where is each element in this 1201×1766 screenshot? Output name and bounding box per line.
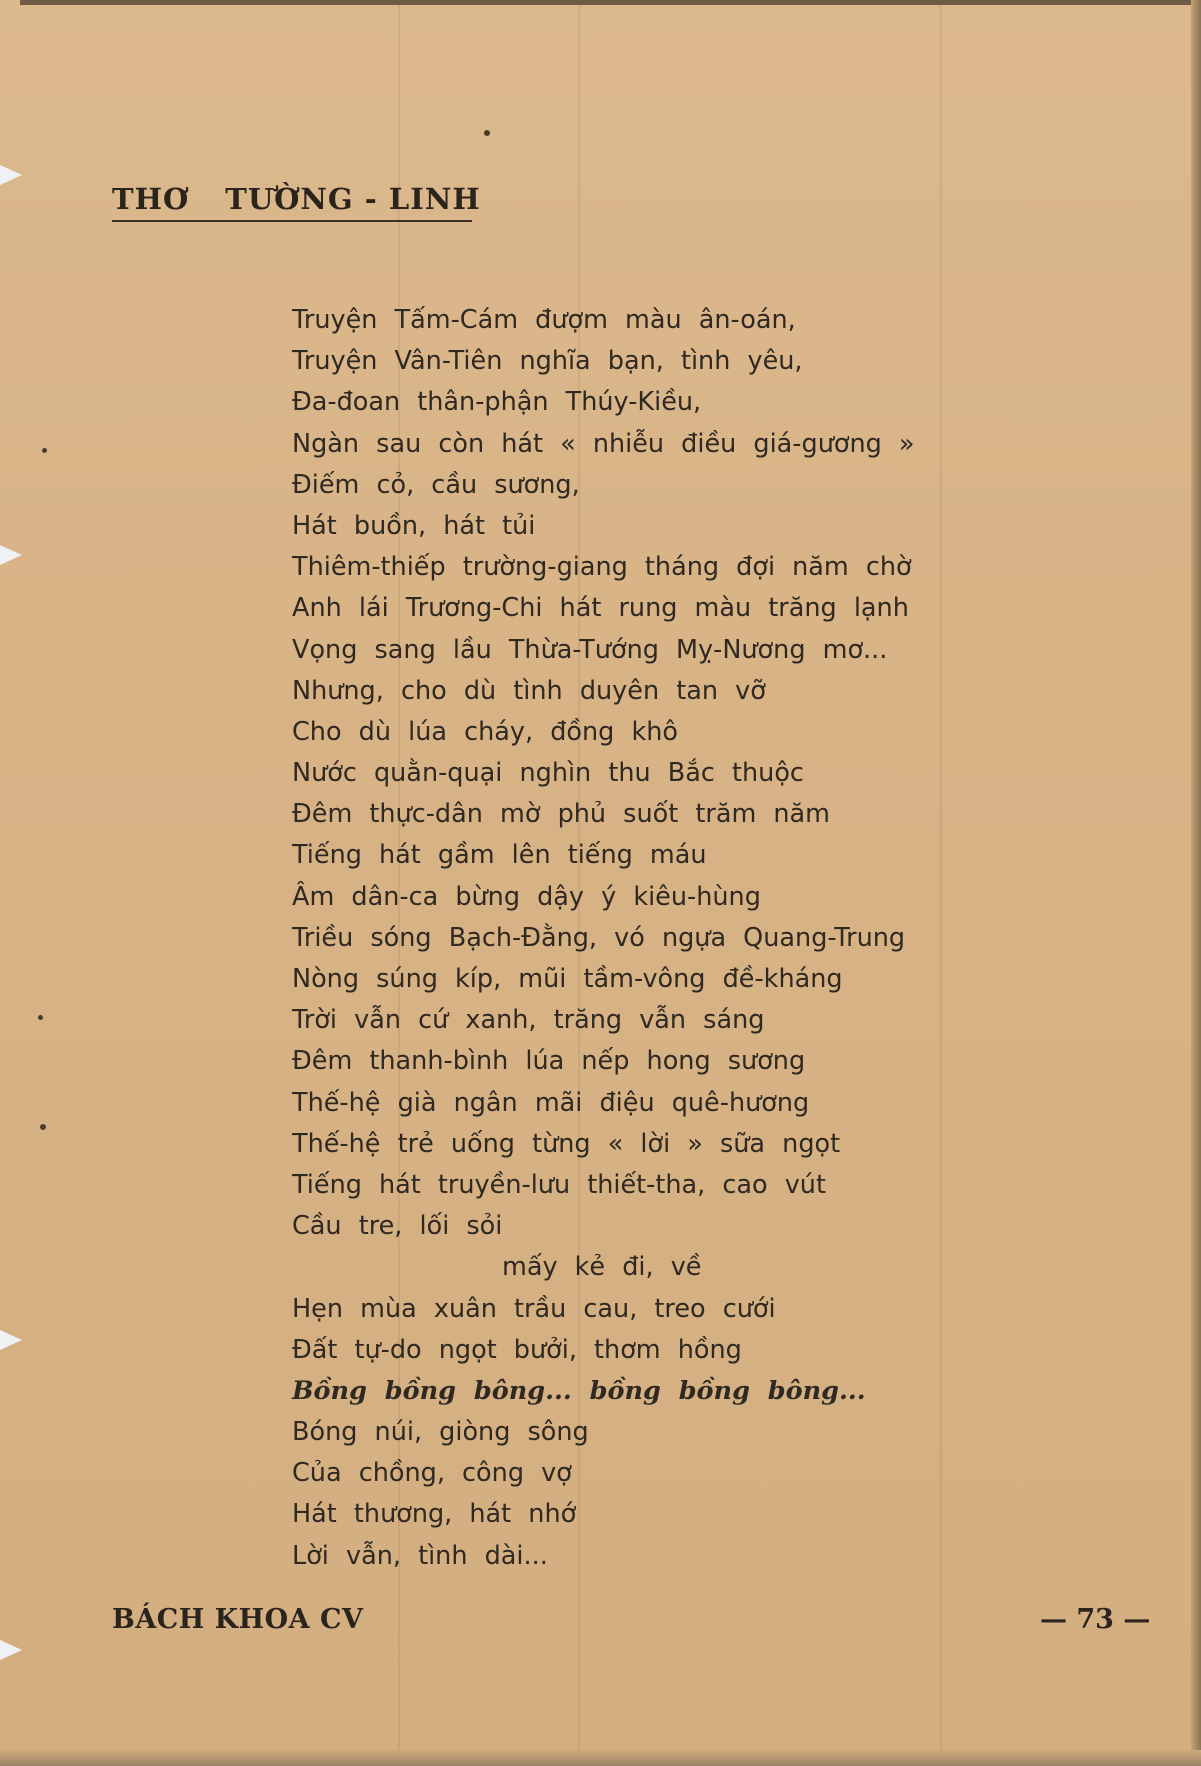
poem-line: Thiêm-thiếp trường-giang tháng đợi năm chờ xyxy=(292,552,912,583)
section-header xyxy=(112,182,481,216)
poem-line: Lời vẫn, tình dài... xyxy=(292,1540,548,1571)
top-border-line xyxy=(20,0,1201,5)
page-bottom-edge xyxy=(0,1750,1201,1766)
poem-line: Đa-đoan thân-phận Thúy-Kiều, xyxy=(292,387,702,418)
poem-body xyxy=(292,300,932,1577)
poem-line: Ngàn sau còn hát « nhiễu điều giá-gương » xyxy=(292,428,915,459)
poem-line: Nhưng, cho dù tình duyên tan vỡ xyxy=(292,675,766,706)
poem-line: Đất tự-do ngọt bưởi, thơm hồng xyxy=(292,1334,742,1365)
ink-speck xyxy=(42,448,47,453)
paper-fold-line xyxy=(940,0,942,1766)
poem-line: Hát buồn, hát tủi xyxy=(292,510,536,541)
poem-line: Bóng núi, giòng sông xyxy=(292,1417,589,1448)
poem-line: Bồng bồng bông... bồng bồng bông... xyxy=(292,1375,866,1406)
poem-line: Hẹn mùa xuân trầu cau, treo cưới xyxy=(292,1293,776,1324)
poem-line: Truyện Tấm-Cám đượm màu ân-oán, xyxy=(292,305,796,335)
binding-notch xyxy=(0,545,22,565)
poem-line: Cho dù lúa cháy, đồng khô xyxy=(292,716,678,747)
page-right-edge xyxy=(1191,0,1201,1766)
poem-line: Âm dân-ca bừng dậy ý kiêu-hùng xyxy=(292,881,761,912)
poem-line: Điếm cỏ, cầu sương, xyxy=(292,469,580,500)
poem-line: Thế-hệ già ngân mãi điệu quê-hương xyxy=(292,1087,810,1118)
poem-line: Truyện Vân-Tiên nghĩa bạn, tình yêu, xyxy=(292,346,803,377)
page-number: — 73 — xyxy=(1040,1604,1151,1635)
poem-line: Cầu tre, lối sỏi xyxy=(292,1211,503,1242)
binding-notch xyxy=(0,1330,22,1350)
poem-line: Của chồng, công vợ xyxy=(292,1458,572,1489)
ink-speck xyxy=(40,1124,46,1130)
section-label: THƠ xyxy=(112,182,190,216)
poem-line: Hát thương, hát nhớ xyxy=(292,1499,577,1530)
binding-notch xyxy=(0,1640,22,1660)
poem-line: Đêm thanh-bình lúa nếp hong sương xyxy=(292,1046,806,1077)
magazine-name: BÁCH KHOA CV xyxy=(112,1604,364,1635)
binding-notch xyxy=(0,165,22,185)
poem-line: Vọng sang lầu Thừa-Tướng Mỵ-Nương mơ... xyxy=(292,634,888,665)
poem-line: Nòng súng kíp, mũi tầm-vông đề-kháng xyxy=(292,964,843,994)
poem-line: Anh lái Trương-Chi hát rung màu trăng lạnh xyxy=(292,593,909,624)
poem-line: Thế-hệ trẻ uống từng « lời » sữa ngọt xyxy=(292,1128,841,1159)
poem-line: Triều sóng Bạch-Đằng, vó ngựa Quang-Trung xyxy=(292,922,906,953)
poem-line: Tiếng hát truyền-lưu thiết-tha, cao vút xyxy=(292,1169,826,1200)
poem-line: Tiếng hát gầm lên tiếng máu xyxy=(292,840,707,871)
poem-line: mấy kẻ đi, về xyxy=(502,1252,702,1283)
poem-line: Nước quằn-quại nghìn thu Bắc thuộc xyxy=(292,758,804,789)
author-name: TƯỜNG - LINH xyxy=(225,182,481,216)
ink-speck xyxy=(38,1015,43,1020)
poem-line: Trời vẫn cứ xanh, trăng vẫn sáng xyxy=(292,1005,765,1036)
ink-speck xyxy=(484,130,490,136)
poem-line: Đêm thực-dân mờ phủ suốt trăm năm xyxy=(292,799,831,830)
header-underline xyxy=(112,220,472,222)
